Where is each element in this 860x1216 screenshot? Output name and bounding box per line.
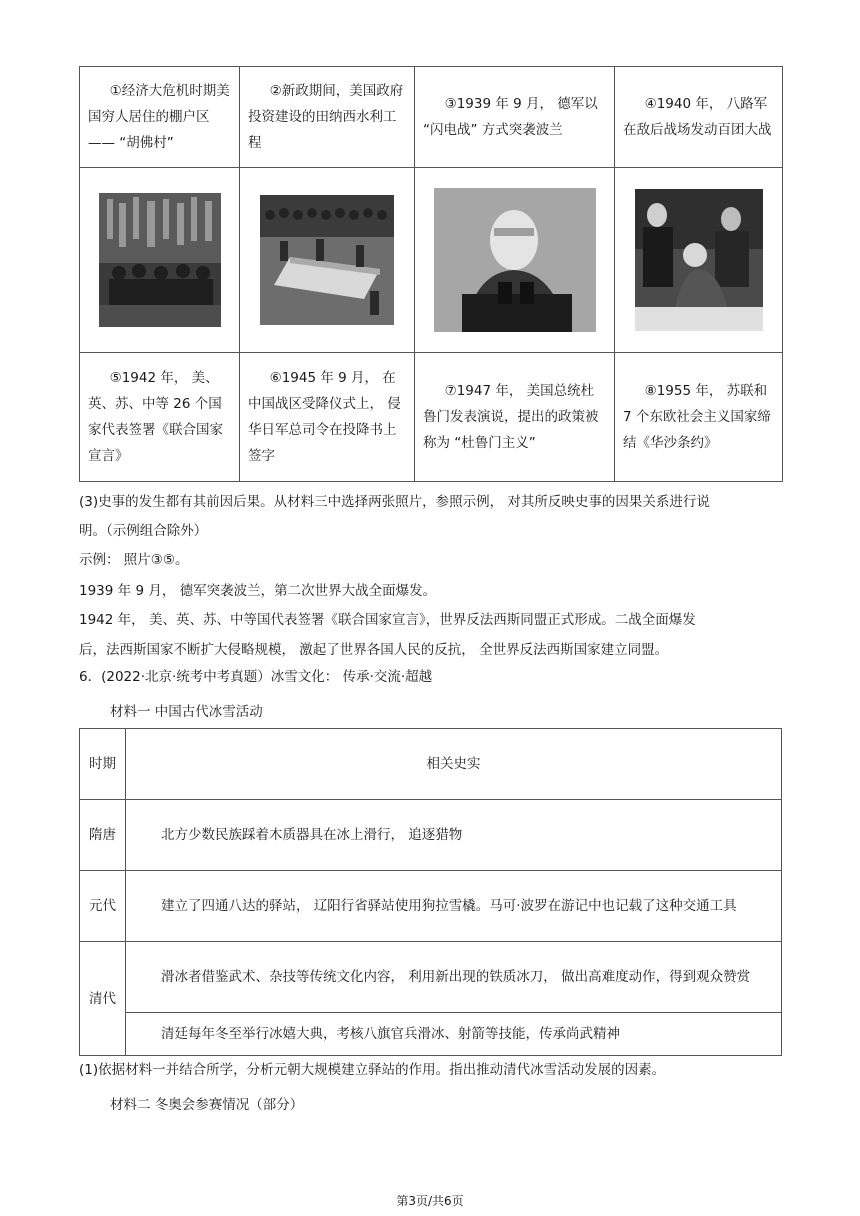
period-cell: 隋唐 xyxy=(80,800,126,871)
photo-cell xyxy=(615,168,783,353)
caption-5: ⑤1942 年， 美、英、苏、中等 26 个国家代表签署《联合国家宣言》 xyxy=(88,370,223,464)
fact-cell: 清廷每年冬至举行冰嬉大典，考核八旗官兵滑冰、射箭等技能，传承尚武精神 xyxy=(126,1013,782,1056)
fact-cell: 北方少数民族踩着木质器具在冰上滑行， 追逐猎物 xyxy=(126,800,782,871)
caption-2: ②新政期间，美国政府投资建设的田纳西水利工程 xyxy=(248,83,404,151)
question1-text: (1)依据材料一并结合所学，分析元朝大规模建立驿站的作用。指出推动清代冰雪活动发展的因素。 xyxy=(79,1062,666,1078)
photo-warsaw-signing xyxy=(635,189,763,331)
fact-cell: 滑冰者借鉴武术、杂技等传统文化内容， 利用新出现的铁质冰刀， 做出高难度动作，得到观众赞赏 xyxy=(126,942,782,1013)
header-fact: 相关史实 xyxy=(126,729,782,800)
caption-cell xyxy=(615,353,783,482)
caption-cell xyxy=(80,353,240,482)
question3-example: 示例： 照片③⑤。 xyxy=(79,552,189,568)
caption-cell xyxy=(615,67,783,168)
ancient-ice-activities-table xyxy=(79,728,782,1056)
material1-title: 材料一 中国古代冰雪活动 xyxy=(110,704,263,720)
question3-prompt-line1: (3)史事的发生都有其前因后果。从材料三中选择两张照片，参照示例， 对其所反映史事的因果关系进行说 xyxy=(79,494,710,510)
photo-cell xyxy=(240,168,415,353)
caption-8: ⑧1955 年， 苏联和 7 个东欧社会主义国家缔结《华沙条约》 xyxy=(623,383,771,451)
photo-cell xyxy=(80,168,240,353)
period-cell: 清代 xyxy=(80,942,126,1056)
period-cell: 元代 xyxy=(80,871,126,942)
answer-line3: 后，法西斯国家不断扩大侵略规模， 激起了世界各国人民的反抗， 全世界反法西斯国家建立同盟。 xyxy=(79,642,669,658)
caption-cell xyxy=(240,353,415,482)
header-period: 时期 xyxy=(80,729,126,800)
page-footer: 第3页/共6页 xyxy=(396,1194,464,1208)
caption-cell xyxy=(415,353,615,482)
caption-cell xyxy=(240,67,415,168)
question3-prompt-line2: 明。（示例组合除外） xyxy=(79,523,208,539)
photo-caption-table xyxy=(79,66,783,482)
answer-line1: 1939 年 9 月， 德军突袭波兰，第二次世界大战全面爆发。 xyxy=(79,583,437,599)
caption-3: ③1939 年 9 月， 德军以 “闪电战” 方式突袭波兰 xyxy=(423,96,598,138)
photo-truman-speech xyxy=(434,188,596,332)
caption-cell xyxy=(415,67,615,168)
photo-cell xyxy=(415,168,615,353)
caption-7: ⑦1947 年， 美国总统杜鲁门发表演说，提出的政策被称为 “杜鲁门主义” xyxy=(423,383,599,451)
material2-title: 材料二 冬奥会参赛情况（部分） xyxy=(110,1097,304,1113)
fact-cell: 建立了四通八达的驿站， 辽阳行省驿站使用狗拉雪橇。马可·波罗在游记中也记载了这种交通工具 xyxy=(126,871,782,942)
caption-1: ①经济大危机时期美国穷人居住的棚户区—— “胡佛村” xyxy=(88,83,230,151)
caption-6: ⑥1945 年 9 月， 在中国战区受降仪式上， 侵华日军总司令在投降书上签字 xyxy=(248,370,401,464)
answer-line2: 1942 年， 美、英、苏、中等国代表签署《联合国家宣言》，世界反法西斯同盟正式形成。二战全面爆发 xyxy=(79,612,696,628)
photo-flags-signing xyxy=(99,193,221,327)
question6-heading: 6．(2022·北京·统考中考真题）冰雪文化： 传承·交流·超越 xyxy=(79,669,433,685)
caption-4: ④1940 年， 八路军在敌后战场发动百团大战 xyxy=(623,96,772,138)
photo-surrender-ceremony xyxy=(260,195,394,325)
caption-cell xyxy=(80,67,240,168)
